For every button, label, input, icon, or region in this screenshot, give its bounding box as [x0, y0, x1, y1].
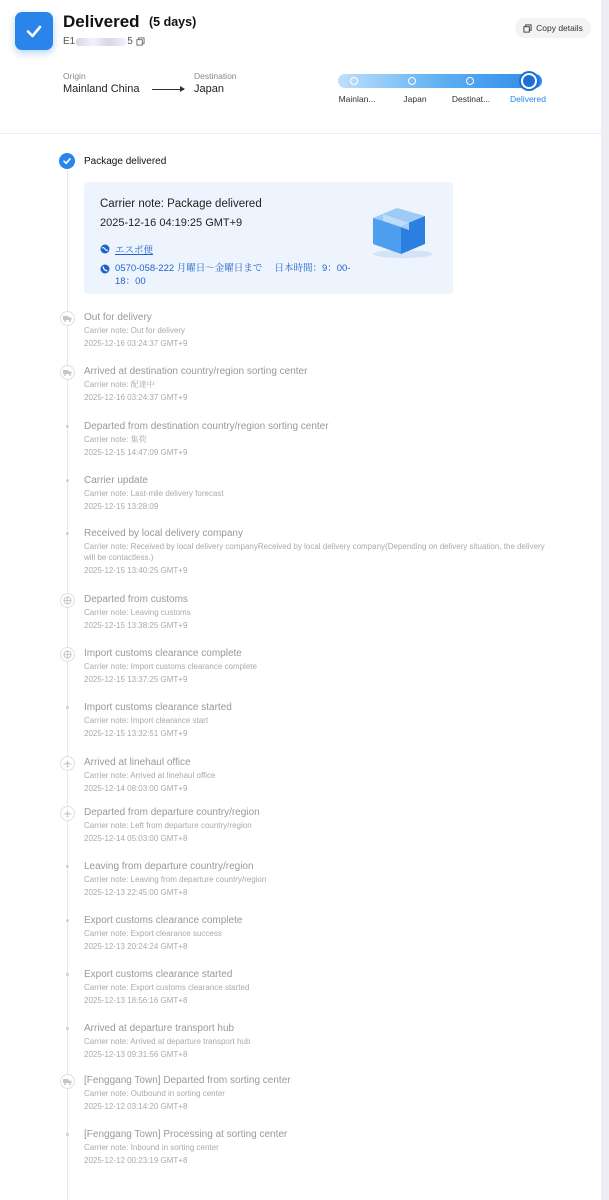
event-carrier-note: Carrier note: Last-mile delivery forecast — [84, 489, 224, 498]
event-title: Carrier update — [84, 475, 148, 486]
progress-step-dot — [408, 77, 416, 85]
phone-icon — [100, 264, 110, 274]
globe-icon — [100, 244, 110, 254]
event-carrier-note: Carrier note: Leaving from departure country/region — [84, 875, 267, 884]
timeline-event — [84, 806, 554, 844]
truck-icon — [60, 365, 75, 380]
event-timestamp: 2025-12-16 03:24:37 GMT+9 — [84, 339, 188, 348]
event-title: [Fenggang Town] Processing at sorting center — [84, 1129, 288, 1140]
customs-icon — [60, 593, 75, 608]
progress-bar — [338, 74, 542, 88]
tracking-header — [0, 0, 601, 134]
timeline-event — [84, 527, 554, 576]
event-title: Out for delivery — [84, 312, 152, 323]
event-carrier-note: Carrier note: Left from departure country/region — [84, 821, 252, 830]
event-title: Leaving from departure country/region — [84, 861, 254, 872]
event-timestamp: 2025-12-15 13:37:25 GMT+9 — [84, 675, 188, 684]
event-title: Import customs clearance started — [84, 702, 232, 713]
event-carrier-note: Carrier note: Import customs clearance complete — [84, 662, 257, 671]
event-timestamp: 2025-12-15 13:28:09 — [84, 502, 159, 511]
event-timestamp: 2025-12-15 13:38:25 GMT+9 — [84, 621, 188, 630]
timeline-event — [84, 311, 554, 349]
latest-event-title: Package delivered — [84, 156, 167, 167]
timeline-event — [84, 1128, 554, 1166]
origin-value: Mainland China — [63, 83, 140, 95]
carrier-phone[interactable]: 0570-058-222 月曜日～金曜日まで 日本時間：9：00-18：00 — [100, 262, 370, 288]
timeline-dot — [66, 919, 69, 922]
carrier-note-title: Carrier note: Package delivered — [100, 198, 262, 210]
event-title: Export customs clearance complete — [84, 915, 243, 926]
progress-step-label: Mainlan... — [338, 94, 376, 104]
event-timestamp: 2025-12-15 13:32:51 GMT+9 — [84, 729, 188, 738]
timeline-dot — [66, 1027, 69, 1030]
timeline-dot — [66, 706, 69, 709]
timeline-event — [84, 420, 554, 458]
progress-step-label: Japan — [403, 94, 427, 104]
event-timestamp: 2025-12-15 14:47:09 GMT+9 — [84, 448, 188, 457]
event-title: Departed from departure country/region — [84, 807, 260, 818]
timeline-event — [84, 756, 554, 794]
redacted-tracking — [76, 38, 126, 46]
destination-label: Destination — [194, 71, 237, 81]
timeline-event — [84, 474, 554, 512]
event-carrier-note: Carrier note: 配達中 — [84, 380, 155, 389]
customs-icon — [60, 647, 75, 662]
timeline-event — [84, 914, 554, 952]
timeline-dot — [66, 973, 69, 976]
timeline-event — [84, 701, 554, 739]
timeline-event — [84, 593, 554, 631]
origin-label: Origin — [63, 71, 86, 81]
carrier-note-time: 2025-12-16 04:19:25 GMT+9 — [100, 217, 243, 229]
event-title: Received by local delivery company — [84, 528, 243, 539]
copy-icon[interactable] — [136, 37, 145, 46]
timeline-dot — [66, 1133, 69, 1136]
event-title: Arrived at linehaul office — [84, 757, 191, 768]
event-timestamp: 2025-12-13 22:45:00 GMT+8 — [84, 888, 188, 897]
event-timestamp: 2025-12-12 03:14:20 GMT+8 — [84, 1102, 188, 1111]
timeline-dot — [66, 479, 69, 482]
carrier-link[interactable]: エスポ便 — [100, 242, 153, 256]
event-timestamp: 2025-12-13 18:56:16 GMT+8 — [84, 996, 188, 1005]
event-carrier-note: Carrier note: Outbound in sorting center — [84, 1089, 225, 1098]
event-carrier-note: Carrier note: Received by local delivery companyReceived by local delivery company(Depending on delivery situation, the delivery will be contactless.) — [84, 542, 545, 562]
tracking-number[interactable]: E1 5 — [63, 36, 145, 47]
plane-icon — [60, 756, 75, 771]
event-carrier-note: Carrier note: Import clearance start — [84, 716, 209, 725]
event-carrier-note: Carrier note: Arrived at departure transport hub — [84, 1037, 251, 1046]
event-carrier-note: Carrier note: Inbound in sorting center — [84, 1143, 219, 1152]
timeline-event — [84, 365, 554, 403]
timeline-dot — [66, 532, 69, 535]
event-carrier-note: Carrier note: 集荷 — [84, 435, 147, 444]
timeline-dot — [66, 425, 69, 428]
event-carrier-note: Carrier note: Leaving customs — [84, 608, 191, 617]
truck-icon — [60, 1074, 75, 1089]
event-timestamp: 2025-12-13 20:24:24 GMT+8 — [84, 942, 188, 951]
timeline-dot — [66, 865, 69, 868]
event-title: Arrived at departure transport hub — [84, 1023, 235, 1034]
progress-step-dot — [466, 77, 474, 85]
timeline-event — [84, 647, 554, 685]
progress-current-step — [521, 73, 537, 89]
progress-step-label-current: Delivered — [510, 94, 546, 104]
event-title: [Fenggang Town] Departed from sorting center — [84, 1075, 291, 1086]
event-timestamp: 2025-12-12 00:23:19 GMT+8 — [84, 1156, 188, 1165]
progress-step-dot — [350, 77, 358, 85]
plane-icon — [60, 806, 75, 821]
event-carrier-note: Carrier note: Export clearance success — [84, 929, 222, 938]
timeline-event — [84, 860, 554, 898]
event-carrier-note: Carrier note: Arrived at linehaul office — [84, 771, 216, 780]
timeline-event — [84, 1022, 554, 1060]
package-box-icon — [367, 204, 439, 260]
scrollbar-track[interactable] — [601, 0, 609, 1200]
arrow-right-icon — [152, 89, 184, 90]
carrier-note-card — [84, 182, 453, 294]
status-title: Delivered — [63, 12, 140, 31]
event-title: Arrived at destination country/region sorting center — [84, 366, 308, 377]
event-title: Export customs clearance started — [84, 969, 233, 980]
truck-icon — [60, 311, 75, 326]
event-timestamp: 2025-12-14 08:03:00 GMT+9 — [84, 784, 188, 793]
transit-days: (5 days) — [149, 15, 197, 29]
timeline-event — [84, 968, 554, 1006]
destination-value: Japan — [194, 83, 224, 95]
delivered-check-icon — [15, 12, 53, 50]
copy-icon — [523, 24, 532, 33]
timeline-event — [84, 1074, 554, 1112]
event-timestamp: 2025-12-14 05:03:00 GMT+8 — [84, 834, 188, 843]
event-timestamp: 2025-12-15 13:40:25 GMT+9 — [84, 566, 188, 575]
event-timestamp: 2025-12-13 09:31:56 GMT+8 — [84, 1050, 188, 1059]
event-title: Departed from customs — [84, 594, 188, 605]
event-title: Import customs clearance complete — [84, 648, 242, 659]
progress-step-label: Destinat... — [451, 94, 491, 104]
event-carrier-note: Carrier note: Out for delivery — [84, 326, 185, 335]
event-carrier-note: Carrier note: Export customs clearance started — [84, 983, 250, 992]
copy-details-button[interactable]: Copy details — [515, 18, 591, 38]
event-timestamp: 2025-12-16 03:24:37 GMT+9 — [84, 393, 188, 402]
event-title: Departed from destination country/region sorting center — [84, 421, 329, 432]
check-circle-icon — [59, 153, 75, 169]
